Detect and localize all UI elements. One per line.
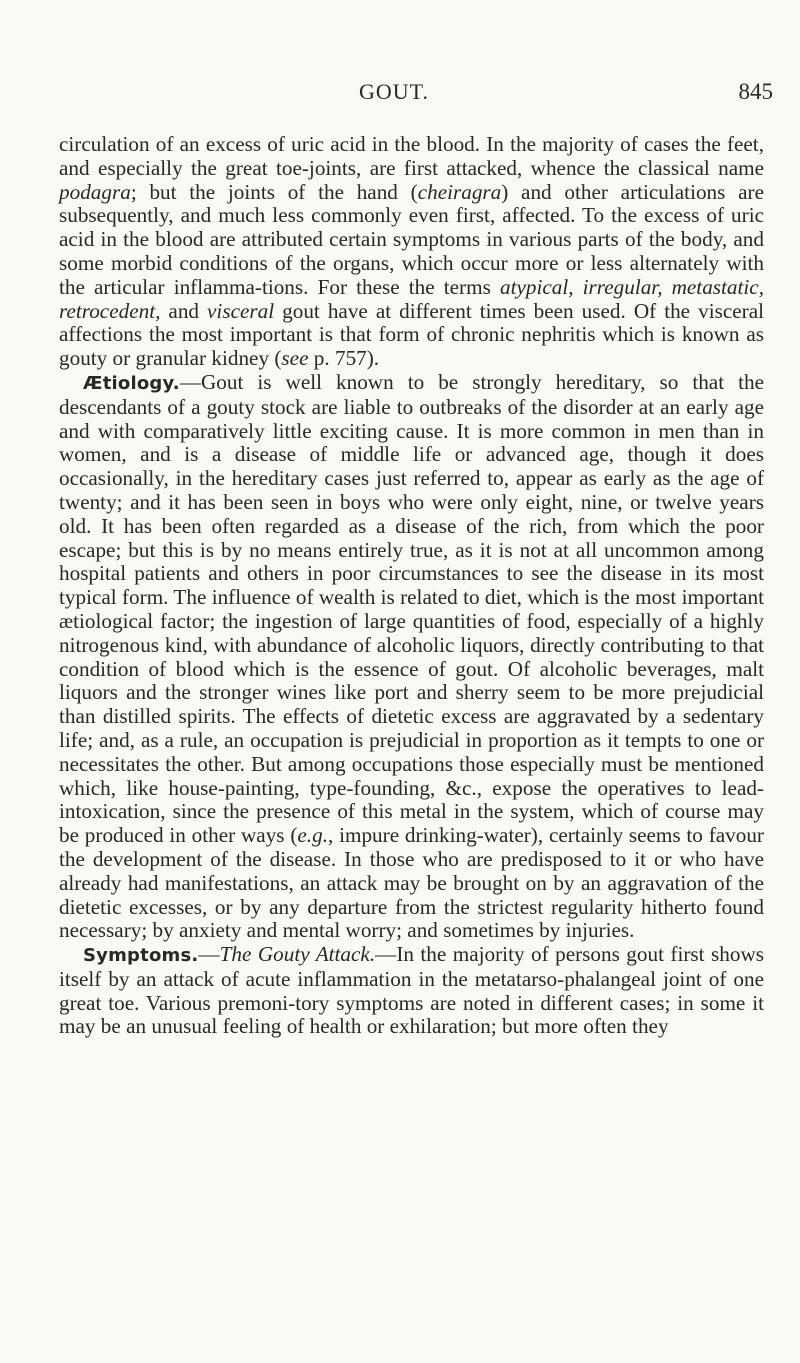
section-heading-aetiology: Ætiology. <box>83 372 180 394</box>
aetiology-paragraph <box>59 371 764 943</box>
section-heading-symptoms: Symptoms. <box>83 945 199 967</box>
italic-term: cheiragra <box>417 179 502 204</box>
text-run: ) and other articulations are subsequently, and much less commonly even first, affected. To the excess of uric acid in the blood are attributed certain symptoms in various parts of the body, and some morbid conditions of the organs, which occur more or less alternately with the articular inflamma-tions. For these the terms <box>59 179 764 299</box>
italic-term: podagra <box>59 179 131 204</box>
italic-term: e.g. <box>297 823 328 848</box>
text-run: and <box>160 298 208 323</box>
italic-term: visceral <box>207 298 275 323</box>
page-number: 845 <box>738 79 773 104</box>
italic-term: see <box>281 346 309 371</box>
text-run: p. 757). <box>308 346 380 371</box>
subheading-gouty-attack: The Gouty Attack. <box>219 942 376 967</box>
text-run: , impure drinking-water), certainly seems to favour the development of the disease. In those who are predisposed to it or who have already had manifestations, an attack may be brought on by an aggravation of the dietetic excesses, or by any departure from the strictest regularity hitherto found necessary; by anxiety and mental worry; and sometimes by injuries. <box>59 823 764 943</box>
text-run: — <box>198 942 220 967</box>
body-text <box>59 133 764 1039</box>
symptoms-paragraph <box>59 943 764 1039</box>
italic-term: atypical, irregular, metastatic, retrocedent, <box>59 274 764 323</box>
text-run: gout have at different times been used. Of the visceral affections the most important is that form of chronic nephritis which is known as gouty or granular kidney ( <box>59 298 764 371</box>
running-head <box>0 79 800 109</box>
intro-paragraph <box>59 133 764 371</box>
text-run: circulation of an excess of uric acid in the blood. In the majority of cases the feet, and especially the great toe-joints, are first attacked, whence the classical name <box>59 132 764 180</box>
text-run: —Gout is well known to be strongly hereditary, so that the descendants of a gouty stock are liable to outbreaks of the disorder at an early age and with comparatively little exciting cause. It is more common in men than in women, and is a disease of middle life or advanced age, though it does occasionally, in the hereditary cases just referred to, appear as early as the age of twenty; and it has been seen in boys who were only eight, nine, or twelve years old. It has been often regarded as a disease of the rich, from which the poor escape; but this is by no means entirely true, as it is not at all uncommon among hospital patients and others in poor circumstances to see the disease in its most typical form. The influence of wealth is related to diet, which is the most important ætiological factor; the ingestion of large quantities of food, especially of a highly nitrogenous kind, with abundance of alcoholic liquors, directly contributing to that condition of blood which is the essence of gout. Of alcoholic beverages, malt liquors and the stronger wines like port and sherry seem to be more prejudicial than distilled spirits. The effects of dietetic excess are aggravated by a sedentary life; and, as a rule, an occupation is prejudicial in proportion as it tempts to one or necessitates the other. But among occupations those especially must be mentioned which, like house-painting, type-founding, &c., expose the operatives to lead-intoxication, since the presence of this metal in the system, which of course may be produced in other ways ( <box>59 369 764 848</box>
running-title: GOUT. <box>359 79 429 104</box>
text-run: —In the majority of persons gout first shows itself by an attack of acute inflammation in the metatarso-phalangeal joint of one great toe. Various premoni-tory symptoms are noted in different cases; in some it may be an unusual feeling of health or exhilaration; but more often they <box>59 942 764 1039</box>
text-run: ; but the joints of the hand ( <box>130 179 418 204</box>
